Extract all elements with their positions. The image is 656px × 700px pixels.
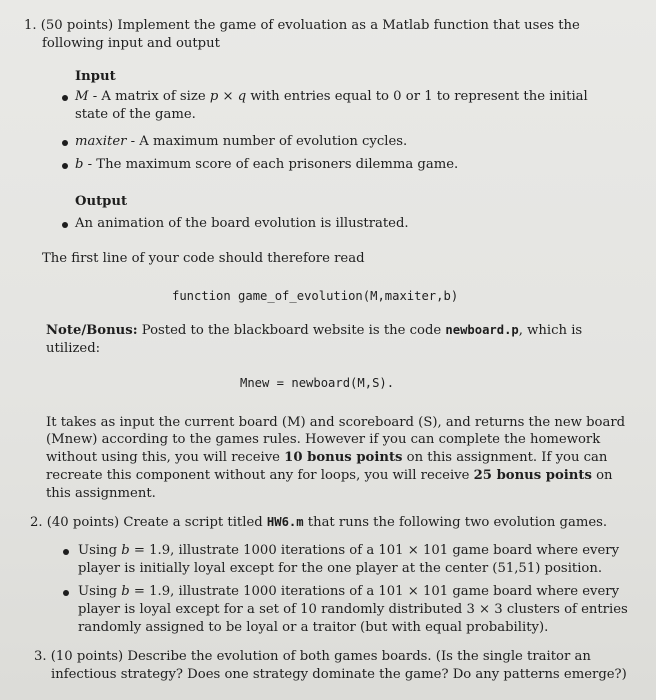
problem2-bullet2-line1: Using b = 1.9, illustrate 1000 iterations of a 101 × 101 game board where every (78, 584, 620, 599)
problem2-bullet2-line3: randomly assigned to be loyal or a traitor (but with equal probability). (78, 620, 549, 635)
bullet-icon (63, 590, 69, 596)
bullet-icon (62, 140, 68, 146)
bullet-icon (62, 95, 68, 101)
function-signature-code: function game_of_evolution(M,maxiter,b) (172, 289, 459, 303)
input-bullet-m-cont: state of the game. (75, 107, 196, 122)
input-bullet-m: M - A matrix of size p × q with entries equal to 0 or 1 to represent the initial (75, 89, 588, 104)
input-bullet-b: b - The maximum score of each prisoners dilemma game. (75, 157, 459, 172)
first-line-text: The first line of your code should therefore read (42, 251, 365, 266)
problem3-line1: 3. (10 points) Describe the evolution of both games boards. (Is the single traitor an (34, 649, 591, 664)
para-line2: (Mnew) according to the games rules. However if you can complete the homework (46, 432, 601, 447)
para-line4: recreate this component without any for loops, you will receive 25 bonus points on (46, 468, 613, 483)
problem2-bullet2-line2: player is loyal except for a set of 10 randomly distributed 3 × 3 clusters of entries (78, 602, 628, 617)
problem1-line2: following input and output (42, 36, 220, 51)
bullet-icon (63, 549, 69, 555)
input-bullet-maxiter: maxiter - A maximum number of evolution cycles. (75, 134, 408, 149)
para-line3: without using this, you will receive 10 bonus points on this assignment. If you can (46, 450, 608, 465)
problem3-line2: infectious strategy? Does one strategy dominate the game? Do any patterns emerge?) (51, 667, 627, 682)
note-line2: utilized: (46, 341, 101, 356)
output-heading: Output (75, 194, 128, 209)
problem2-bullet1-line2: player is initially loyal except for the one player at the center (51,51) position. (78, 561, 603, 576)
output-bullet: An animation of the board evolution is illustrated. (75, 216, 409, 231)
problem2-bullet1-line1: Using b = 1.9, illustrate 1000 iterations of a 101 × 101 game board where every (78, 543, 620, 558)
input-heading: Input (75, 69, 116, 84)
bullet-icon (62, 163, 68, 169)
note-line1: Note/Bonus: Posted to the blackboard website is the code newboard.p, which is (46, 323, 583, 338)
problem2-line1: 2. (40 points) Create a script titled HW6.m that runs the following two evolution games. (30, 515, 608, 530)
newboard-code: Mnew = newboard(M,S). (240, 376, 395, 390)
bullet-icon (62, 222, 68, 228)
para-line5: this assignment. (46, 486, 156, 501)
para-line1: It takes as input the current board (M) and scoreboard (S), and returns the new board (46, 415, 626, 430)
problem1-line1: 1. (50 points) Implement the game of evoluation as a Matlab function that uses the (24, 18, 580, 33)
